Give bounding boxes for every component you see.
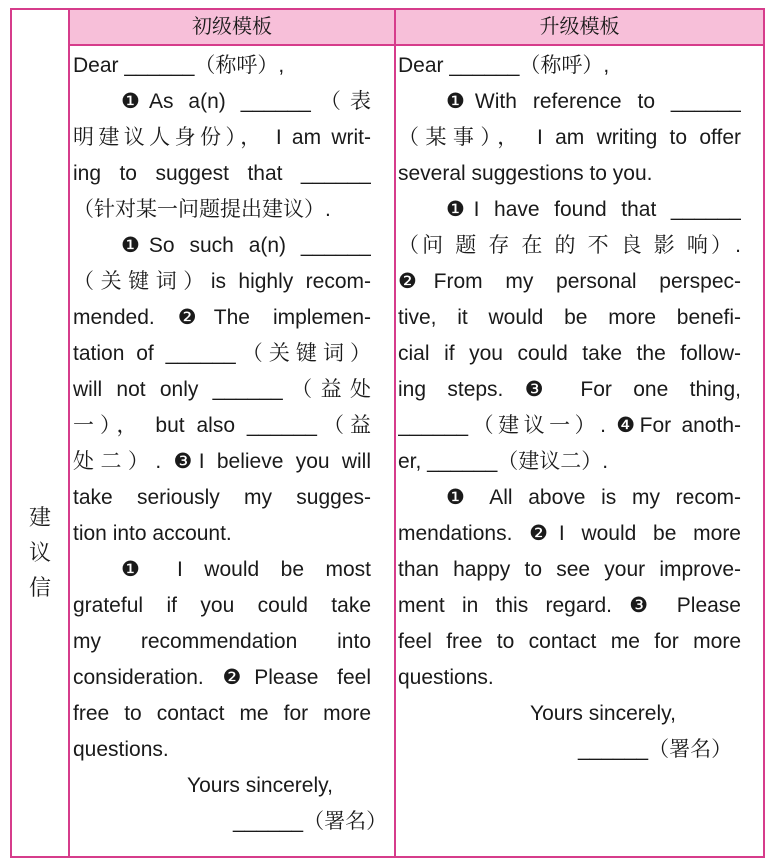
text-line: tion into account. xyxy=(73,522,232,545)
text-line: （关键词）is highly recom- xyxy=(73,270,371,293)
text-line: mended. ❷The implemen- xyxy=(73,306,371,329)
text-line: take seriously my sugges- xyxy=(73,486,371,509)
text-line: several suggestions to you. xyxy=(398,162,653,185)
text-line: ❶I have found that ______ xyxy=(446,198,741,221)
text-line: ❶As a(n) ______（表 xyxy=(121,90,371,113)
text-line: （某事）， I am writing to offer xyxy=(398,126,741,149)
header-advanced-template: 升级模板 xyxy=(396,10,763,46)
text-line: （问 题 存 在 的 不 良 影 响）. xyxy=(398,234,741,257)
text-line: （针对某一问题提出建议）. xyxy=(73,198,331,221)
closing-line: Yours sincerely, xyxy=(187,774,333,797)
row-label-char: 议 xyxy=(28,540,51,565)
text-line: ing to suggest that ______ xyxy=(73,162,371,185)
text-line: consideration. ❷Please feel xyxy=(73,666,371,689)
text-line: mendations. ❷I would be more xyxy=(398,522,741,545)
text-line: ing steps. ❸ For one thing, xyxy=(398,378,741,401)
closing-line: Yours sincerely, xyxy=(530,702,676,725)
text-line: 处二）. ❸I believe you will xyxy=(73,450,371,473)
advanced-template-column xyxy=(398,48,741,768)
row-label-char: 信 xyxy=(28,575,51,600)
text-line: ❶ All above is my recom- xyxy=(446,486,741,509)
text-line: er, ______（建议二）. xyxy=(398,450,609,473)
text-line: Dear ______（称呼）, xyxy=(398,54,610,77)
text-line: cial if you could take the follow- xyxy=(398,342,741,365)
text-line: grateful if you could take xyxy=(73,594,371,617)
text-line: Dear ______（称呼）, xyxy=(73,54,285,77)
text-line: 一）， but also ______（益 xyxy=(73,414,371,437)
text-line: than happy to see your improve- xyxy=(398,558,741,581)
row-label-cell xyxy=(12,10,70,856)
text-line: questions. xyxy=(398,666,494,689)
signature-line: ______（署名） xyxy=(233,810,388,833)
text-line: tation of ______（关键词） xyxy=(73,342,371,365)
text-line: my recommendation into xyxy=(73,630,371,653)
text-line: questions. xyxy=(73,738,169,761)
text-line: ❶With reference to ______ xyxy=(446,90,741,113)
text-line: ❶ I would be most xyxy=(121,558,371,581)
text-line: ment in this regard. ❸ Please xyxy=(398,594,741,617)
text-line: feel free to contact me for more xyxy=(398,630,741,653)
row-label-char: 建 xyxy=(28,505,51,530)
text-line: 明建议人身份）， I am writ- xyxy=(73,126,371,149)
column-divider xyxy=(394,46,396,856)
header-basic-template: 初级模板 xyxy=(70,10,396,46)
text-line: ❷From my personal perspec- xyxy=(398,270,741,293)
text-line: ______（建议一）. ❹For anoth- xyxy=(398,414,741,437)
signature-line: ______（署名） xyxy=(578,738,733,761)
text-line: free to contact me for more xyxy=(73,702,371,725)
text-line: will not only ______（益处 xyxy=(73,378,371,401)
basic-template-column xyxy=(73,48,388,840)
text-line: ❶So such a(n) ______ xyxy=(121,234,371,257)
text-line: tive, it would be more benefi- xyxy=(398,306,741,329)
row-label xyxy=(12,500,68,605)
